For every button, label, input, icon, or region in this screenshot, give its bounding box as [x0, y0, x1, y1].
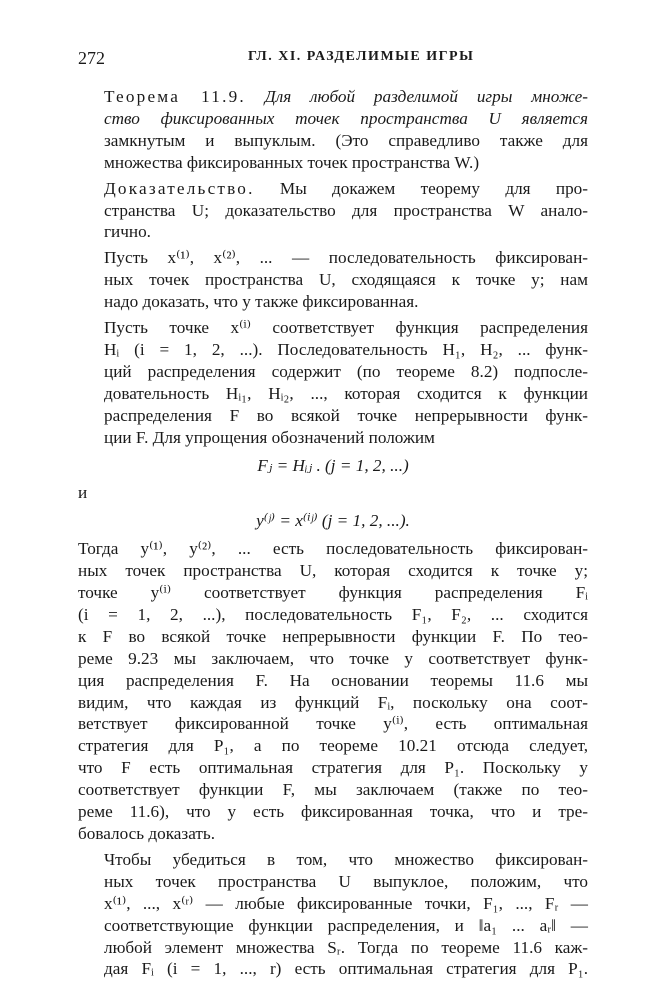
conjunction: и: [78, 483, 88, 503]
text-line: бовалось доказать.: [78, 824, 216, 843]
text-line: реме 11.6), что y есть фиксированная точка, что и тре-: [78, 802, 588, 822]
proof-text: Мы докажем теорему для про-: [254, 178, 588, 198]
text-line: множества фиксированных точек пространства W.): [104, 152, 480, 172]
text-line: ных точек пространства U, которая сходится к точке y;: [78, 561, 588, 581]
theorem-text: Для любой разделимой игры множе-: [245, 87, 588, 106]
text-line: ветствует фиксированной точке y⁽ⁱ⁾, есть оптимальная: [78, 714, 588, 734]
text-line: распределения F во всякой точке непрерывности функ-: [104, 405, 588, 425]
text-line: точке y⁽ⁱ⁾ соответствует функция распределения Fᵢ: [78, 583, 588, 603]
text-line: ных точек пространства U выпуклое, положим, что: [104, 871, 588, 891]
text-line: ции F. Для упрощения обозначений положим: [104, 427, 435, 447]
text-line: Чтобы убедиться в том, что множество фиксирован-: [104, 849, 588, 869]
paragraph-1: [78, 247, 588, 313]
text-line: видим, что каждая из функций Fᵢ, поскольку она соот-: [78, 692, 588, 712]
page-header: [78, 48, 586, 72]
text-line: странства U; доказательство для пространства W анало-: [104, 200, 588, 220]
text-line: [78, 178, 588, 200]
text-line: что F есть оптимальная стратегия для P₁. Поскольку y: [78, 758, 588, 778]
text-line: [78, 86, 588, 108]
paragraph-4: [78, 849, 588, 980]
text-line: к F во всякой точке непрерывности функции F. По тео-: [78, 626, 588, 646]
text-line: Тогда y⁽¹⁾, y⁽²⁾, ... есть последовательность фиксирован-: [78, 539, 588, 559]
page-number: 272: [78, 48, 105, 68]
text-line: реме 9.23 мы заключаем, что точке y соответствует функ-: [78, 648, 588, 668]
text-line: любой элемент множества Sᵣ. Тогда по теореме 11.6 каж-: [104, 937, 588, 957]
text-line: ство фиксированных точек пространства U является: [104, 108, 588, 128]
theorem-label: Теорема 11.9.: [104, 87, 246, 106]
text-line: Пусть x⁽¹⁾, x⁽²⁾, ... — последовательность фиксирован-: [104, 248, 588, 268]
text-line: соответствует функции F, мы заключаем (также по тео-: [78, 780, 588, 800]
text-line: довательность Hᵢ₁, Hᵢ₂, ..., которая сходится к функции: [104, 383, 588, 403]
text-line: стратегия для P₁, а по теореме 10.21 отсюда следует,: [78, 736, 588, 756]
text-line: (i = 1, 2, ...), последовательность F₁, F₂, ... сходится: [78, 604, 588, 624]
theorem-paragraph: [78, 86, 588, 174]
proof-paragraph: [78, 178, 588, 244]
paragraph-2: [78, 317, 588, 448]
text-line: ций распределения содержит (по теореме 8.2) подпосле-: [104, 361, 588, 381]
text-line: замкнутым и выпуклым. (Это справедливо также для: [104, 130, 588, 150]
text-line: Hᵢ (i = 1, 2, ...). Последовательность H₁, H₂, ... функ-: [104, 339, 588, 359]
text-line: соответствующие функции распределения, и ‖a₁ ... aᵣ‖ —: [104, 915, 588, 935]
text-line: ция распределения F. На основании теоремы 11.6 мы: [78, 670, 588, 690]
text-line: гично.: [104, 222, 151, 242]
text-line: x⁽¹⁾, ..., x⁽ʳ⁾ — любые фиксированные точки, F₁, ..., Fᵣ —: [104, 893, 588, 913]
paragraph-3: [78, 538, 588, 845]
formula-2: y⁽ʲ⁾ = x⁽ⁱʲ⁾ (j = 1, 2, ...).: [256, 511, 410, 531]
text-line: ных точек пространства U, сходящаяся к точке y; нам: [104, 270, 588, 290]
running-title: ГЛ. XI. РАЗДЕЛИМЫЕ ИГРЫ: [248, 49, 475, 64]
text-line: Пусть точке x⁽ⁱ⁾ соответствует функция распределения: [104, 318, 588, 338]
formula-1: Fⱼ = Hᵢⱼ . (j = 1, 2, ...): [257, 455, 409, 475]
proof-label: Доказательство.: [104, 178, 255, 198]
text-line: дая Fᵢ (i = 1, ..., r) есть оптимальная стратегия для P₁.: [104, 959, 588, 979]
page-body: [78, 86, 588, 980]
text-line: надо доказать, что y также фиксированная.: [104, 292, 419, 312]
